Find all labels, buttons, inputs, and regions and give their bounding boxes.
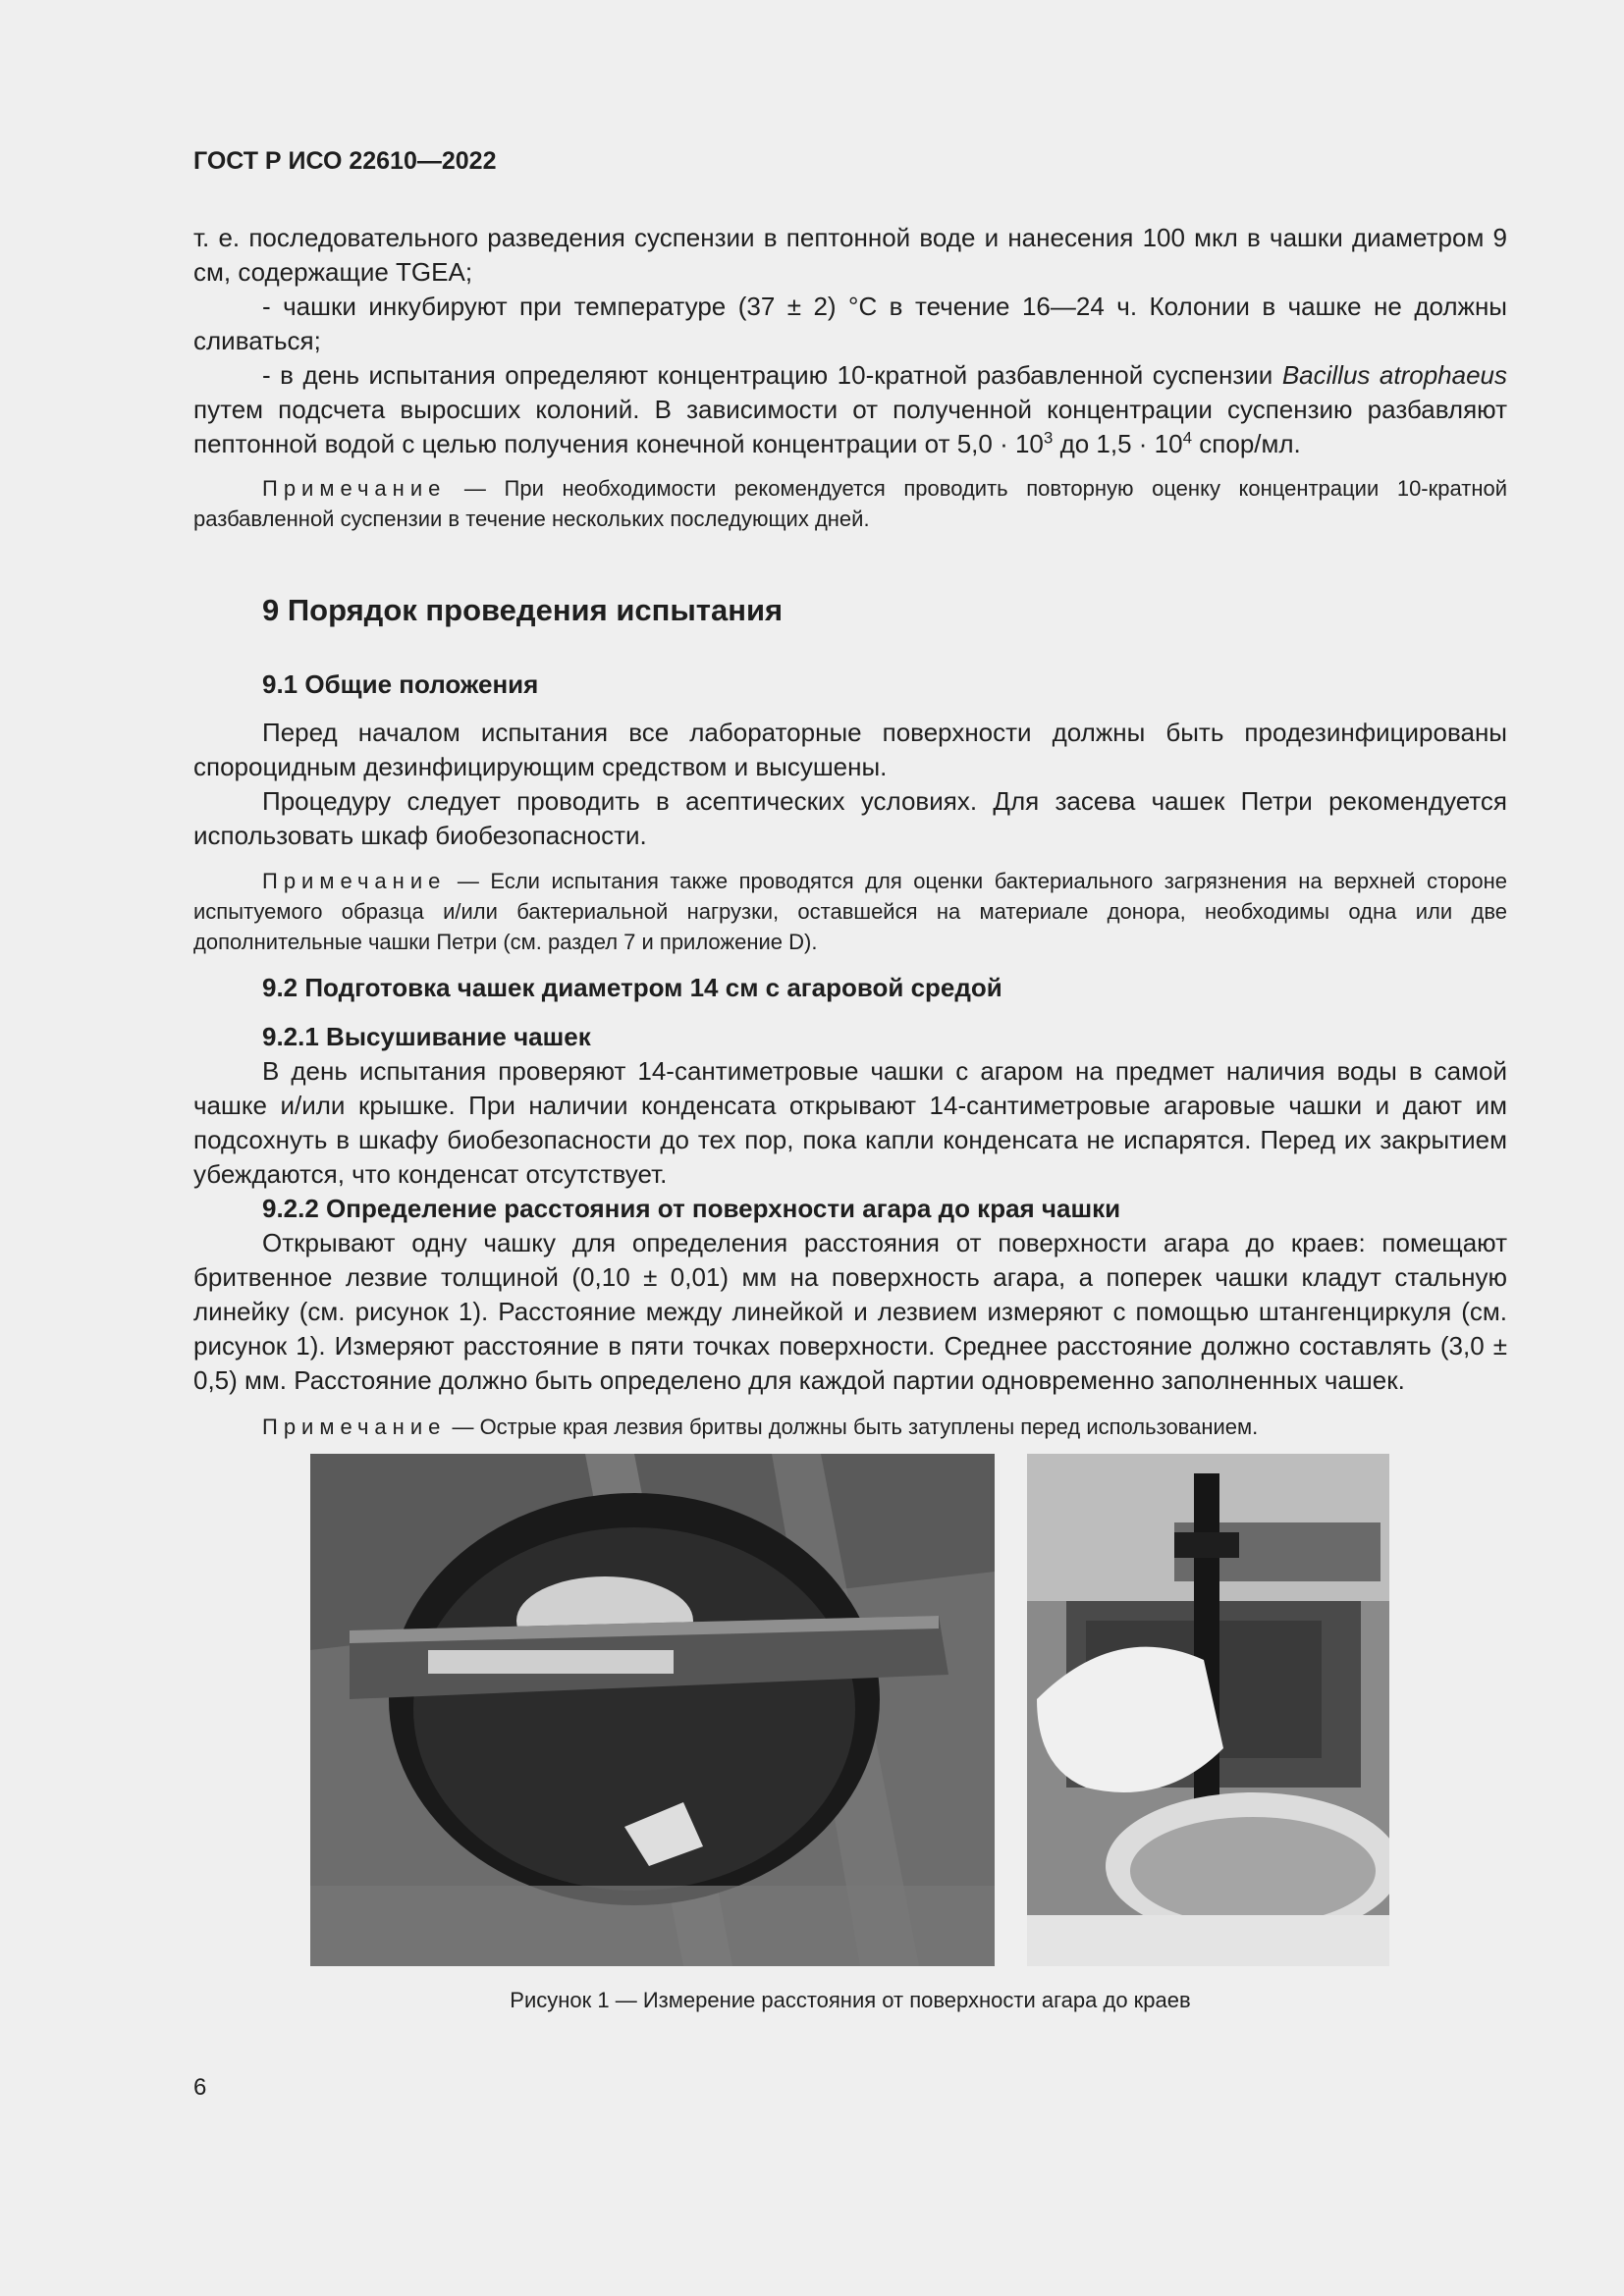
section-9-2-2-title: 9.2.2 Определение расстояния от поверхности агара до края чашки xyxy=(262,1194,1121,1223)
note-label: Примечание xyxy=(262,1415,447,1439)
section-9-1-paragraph-1: Перед началом испытания все лабораторные поверхности должны быть продезинфицированы спороцидным дезинфицирующим средством и высушены. xyxy=(193,718,1507,781)
p3-mid2: до 1,5 · 10 xyxy=(1053,429,1183,458)
p3-before: - в день испытания определяют концентрацию 10-кратной разбавленной суспензии xyxy=(262,360,1282,390)
section-9-1-title: 9.1 Общие положения xyxy=(262,669,539,699)
page-content xyxy=(193,221,1507,2015)
p3-after: спор/мл. xyxy=(1192,429,1301,458)
note-label: Примечание xyxy=(262,869,447,893)
intro-paragraph-3 xyxy=(193,358,1507,461)
section-9-2-2-note xyxy=(193,1412,1507,1442)
section-9-title: 9 Порядок проведения испытания xyxy=(262,593,784,627)
section-9-1-paragraph-2: Процедуру следует проводить в асептических условиях. Для засева чашек Петри рекомендуется использовать шкаф биобезопасности. xyxy=(193,786,1507,850)
figure-1-caption: Рисунок 1 — Измерение расстояния от поверхности агара до краев xyxy=(510,1988,1191,2012)
section-9-2-2-text: Открывают одну чашку для определения расстояния от поверхности агара до краев: помещают бритвенное лезвие толщиной (0,10 ± 0,01) мм на поверхность агара, а поперек чашки кладут стальную линейку (см. рисунок 1). Расстояние между линейкой и лезвием измеряют с помощью штангенциркуля (см. рисунок 1). Измеряют расстояние в пяти точках поверхности. Среднее расстояние должно составлять (3,0 ± 0,5) мм. Расстояние должно быть определено для каждой партии одновременно заполненных чашек. xyxy=(193,1228,1507,1395)
exponent-2: 4 xyxy=(1182,428,1193,448)
species-name: Bacillus atrophaeus xyxy=(1281,360,1507,390)
note-text: — Если испытания также проводятся для оценки бактериального загрязнения на верхней стороне испытуемого образца и/или бактериальной нагрузки, оставшейся на материале донора, необходимы одна или две дополнительные чашки Петри (см. раздел 7 и приложение D). xyxy=(193,869,1507,954)
section-9-2-1-text: В день испытания проверяют 14-сантиметровые чашки с агаром на предмет наличия воды в самой чашке и/или крышке. При наличии конденсата открывают 14-сантиметровые агаровые чашки и дают им подсохнуть в шкафу биобезопасности до тех пор, пока капли конденсата не испарятся. Перед их закрытием убеждаются, что конденсат отсутствует. xyxy=(193,1056,1507,1189)
note-text: — Острые края лезвия бритвы должны быть затуплены перед использованием. xyxy=(446,1415,1259,1439)
p3-mid: путем подсчета выросших колоний. В зависимости от полученной концентрации суспензию разбавляют пептонной водой с целью получения конечной концентрации от 5,0 · 10 xyxy=(193,395,1507,458)
standard-header: ГОСТ Р ИСО 22610—2022 xyxy=(193,147,497,175)
exponent-1: 3 xyxy=(1043,428,1054,448)
intro-note xyxy=(193,473,1507,534)
section-9-1-note xyxy=(193,866,1507,957)
photo-ruler-on-dish xyxy=(310,1454,995,1966)
note-text: — При необходимости рекомендуется проводить повторную оценку концентрации 10-кратной разбавленной суспензии в течение нескольких последующих дней. xyxy=(193,476,1507,531)
section-9-2-1-title: 9.2.1 Высушивание чашек xyxy=(262,1022,591,1051)
figure-1 xyxy=(193,1454,1507,1964)
photo-caliper-measurement xyxy=(1027,1454,1389,1966)
page-number: 6 xyxy=(193,2074,207,2101)
section-9-2-title: 9.2 Подготовка чашек диаметром 14 см с агаровой средой xyxy=(262,973,1002,1002)
intro-paragraph-1: т. е. последовательного разведения суспензии в пептонной воде и нанесения 100 мкл в чашки диаметром 9 см, содержащие TGEA; xyxy=(193,223,1507,287)
intro-paragraph-2: - чашки инкубируют при температуре (37 ± 2) °С в течение 16—24 ч. Колонии в чашке не должны сливаться; xyxy=(193,292,1507,355)
note-label: Примечание xyxy=(262,476,447,501)
